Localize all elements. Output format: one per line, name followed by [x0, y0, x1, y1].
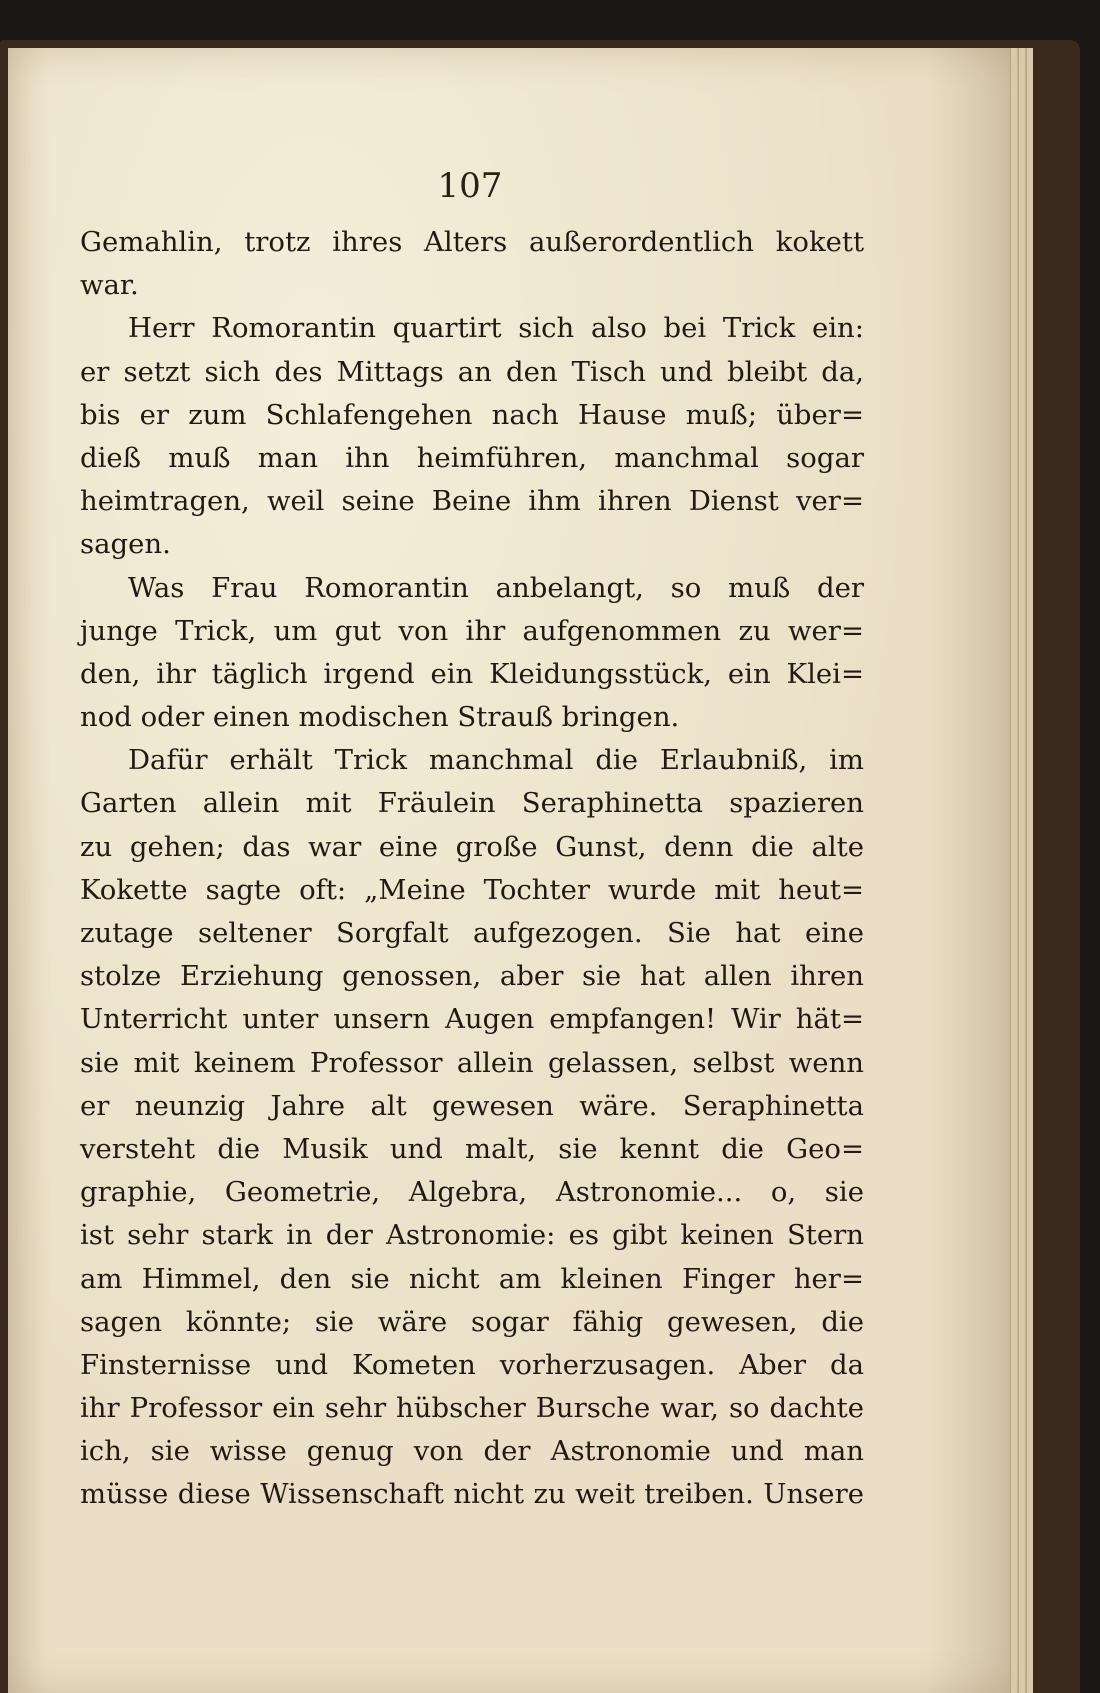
- page-edge-stack: [1010, 48, 1017, 1693]
- text-line: ihr Professor ein sehr hübscher Bursche war, so dachte: [80, 1392, 864, 1425]
- text-line: war.: [80, 269, 139, 302]
- text-line: ist sehr stark in der Astronomie: es gibt keinen Stern: [80, 1219, 864, 1252]
- text-line: sagen könnte; sie wäre sogar fähig gewesen, die: [80, 1305, 864, 1338]
- text-line: Kokette sagte oft: „Meine Tochter wurde mit heut=: [80, 873, 864, 906]
- text-line: sie mit keinem Professor allein gelassen, selbst wenn: [80, 1046, 864, 1079]
- text-line: bis er zum Schlafengehen nach Hause muß; über=: [80, 398, 864, 431]
- text-line: Gemahlin, trotz ihres Alters außerordentlich kokett: [80, 226, 864, 258]
- book-page: [8, 48, 1028, 1693]
- text-line: Garten allein mit Fräulein Seraphinetta spazieren: [80, 787, 864, 820]
- text-line: den, ihr täglich irgend ein Kleidungsstück, ein Klei=: [80, 657, 864, 690]
- body-text: [80, 221, 864, 1517]
- text-line: zu gehen; das war eine große Gunst, denn die alte: [80, 830, 864, 863]
- page-number: 107: [437, 166, 503, 206]
- text-line: müsse diese Wissenschaft nicht zu weit treiben. Unsere: [80, 1478, 864, 1511]
- text-line: heimtragen, weil seine Beine ihm ihren Dienst ver=: [80, 485, 864, 518]
- text-line: Herr Romorantin quartirt sich also bei Trick ein:: [128, 312, 864, 345]
- page-edge-stack: [1026, 48, 1033, 1693]
- text-line: nod oder einen modischen Strauß bringen.: [80, 701, 680, 734]
- text-line: er setzt sich des Mittags an den Tisch und bleibt da,: [80, 355, 864, 388]
- text-line: sagen.: [80, 528, 171, 561]
- text-line: junge Trick, um gut von ihr aufgenommen zu wer=: [80, 614, 864, 647]
- text-line: stolze Erziehung genossen, aber sie hat allen ihren: [80, 960, 864, 993]
- text-line: dieß muß man ihn heimführen, manchmal sogar: [80, 441, 864, 474]
- text-line: Unterricht unter unsern Augen empfangen! Wir hät=: [80, 1003, 864, 1036]
- text-line: ich, sie wisse genug von der Astronomie und man: [80, 1435, 864, 1468]
- text-line: Was Frau Romorantin anbelangt, so muß der: [128, 571, 864, 604]
- text-line: graphie, Geometrie, Algebra, Astronomie... o, sie: [80, 1176, 864, 1209]
- text-line: am Himmel, den sie nicht am kleinen Finger her=: [80, 1262, 864, 1295]
- text-line: Finsternisse und Kometen vorherzusagen. Aber da: [80, 1348, 864, 1381]
- text-line: zutage seltener Sorgfalt aufgezogen. Sie hat eine: [80, 917, 864, 949]
- text-line: versteht die Musik und malt, sie kennt die Geo=: [80, 1132, 864, 1165]
- text-line: er neunzig Jahre alt gewesen wäre. Seraphinetta: [80, 1089, 864, 1122]
- text-line: Dafür erhält Trick manchmal die Erlaubniß, im: [128, 744, 864, 777]
- page-edge-stack: [1018, 48, 1025, 1693]
